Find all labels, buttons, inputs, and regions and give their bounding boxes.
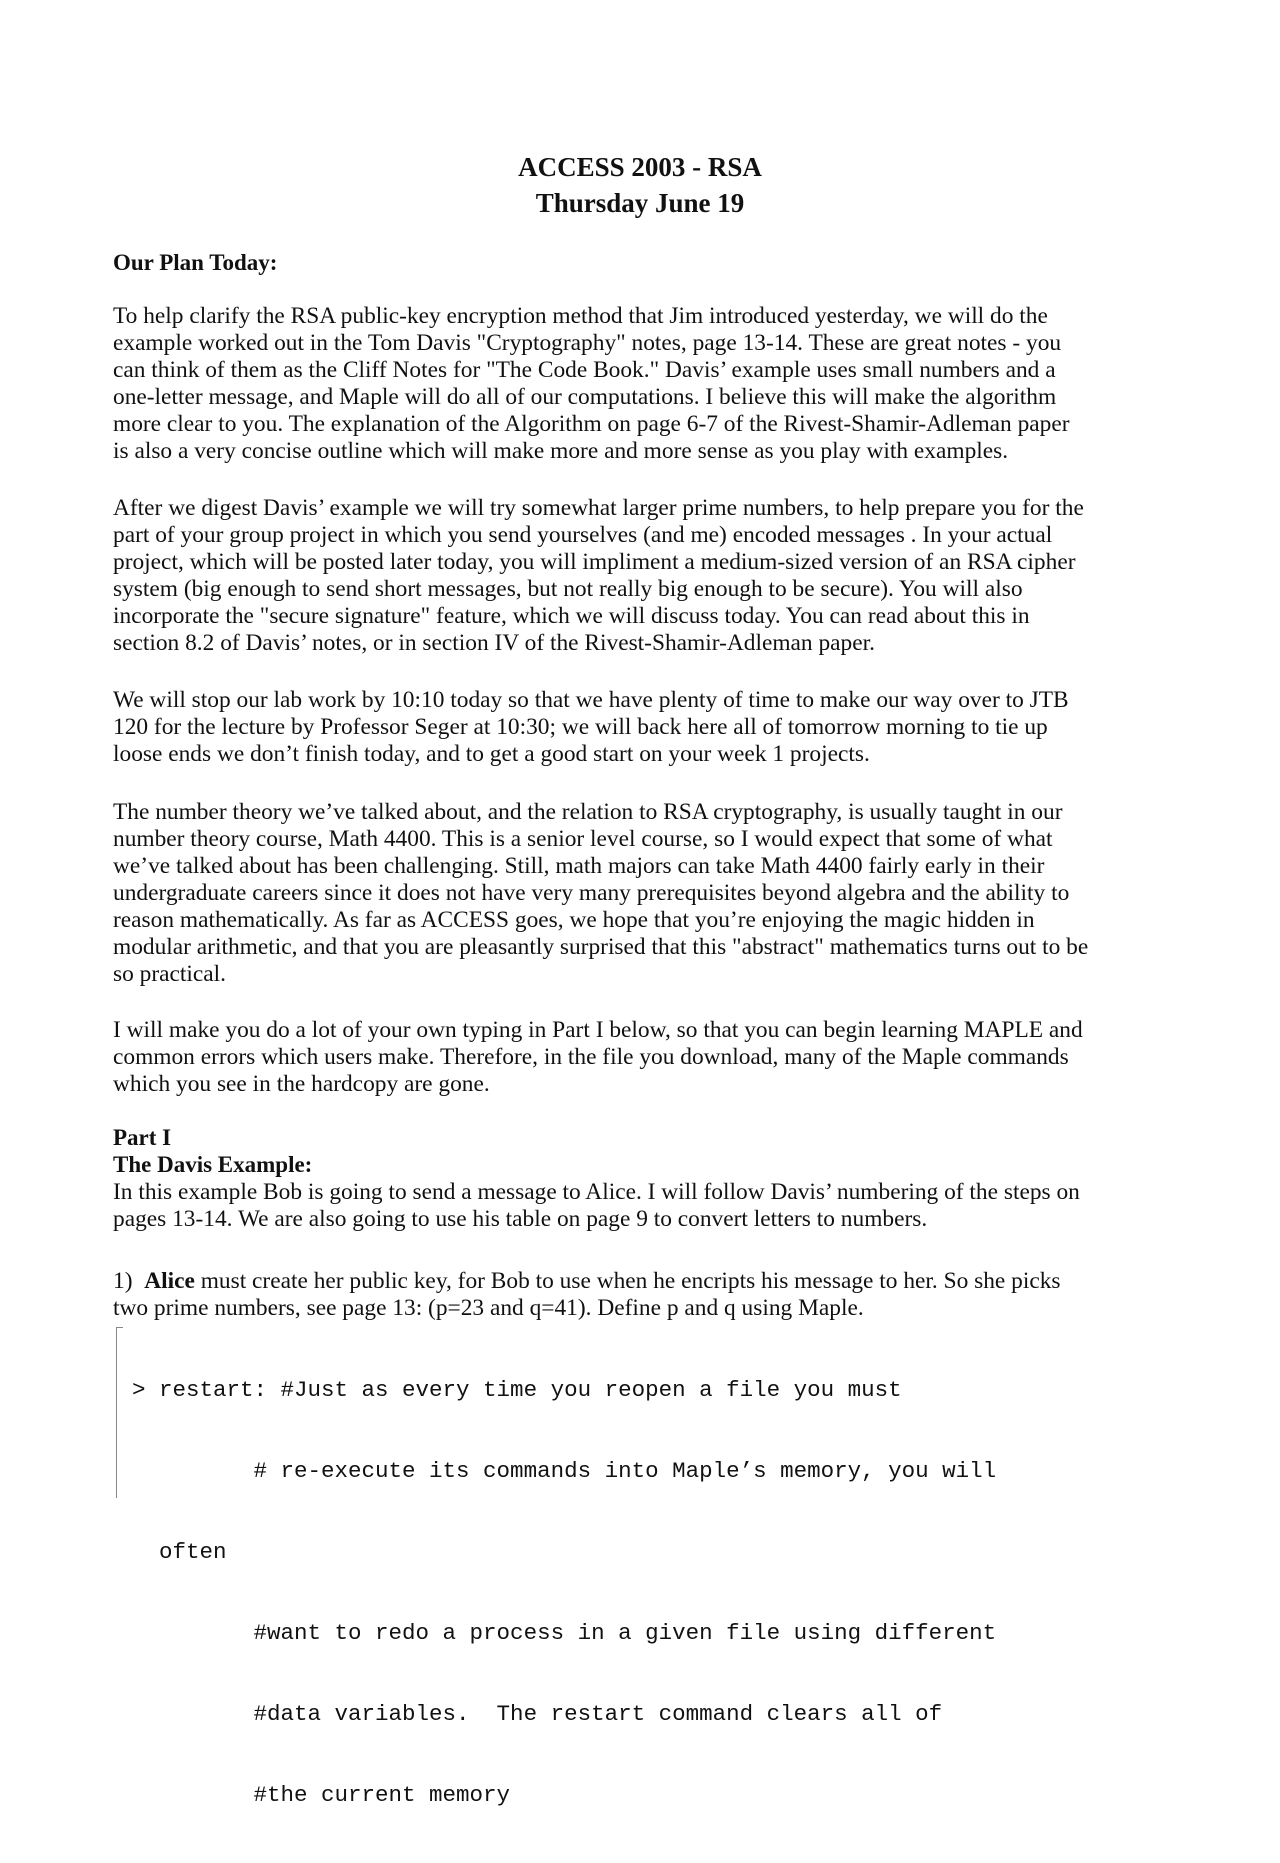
step-1-paragraph xyxy=(113,1268,1173,1322)
document-title: ACCESS 2003 - RSA xyxy=(518,152,762,182)
step-1-number: 1) xyxy=(113,1268,133,1294)
maple-code-block[interactable]: > restart: #Just as every time you reopen a file you must # re-execute its commands into Maple’s memory, you will often #want to redo a process in a given file using different #data variables. The restart command clears all of #the current memory xyxy=(132,1377,997,1808)
document-date: Thursday June 19 xyxy=(535,188,745,218)
step-1-name: Alice xyxy=(144,1268,195,1294)
paragraph-davis-intro: In this example Bob is going to send a message to Alice. I will follow Davis’ numbering of the steps on pages 13-14. We are also going to use his table on page 9 to convert letters to numbers. xyxy=(113,1179,1080,1232)
paragraph-clarify-rsa: To help clarify the RSA public-key encryption method that Jim introduced yesterday, we will do the example worked out in the Tom Davis "Cryptography" notes, page 13-14. These are great notes - you can think of them as the Cliff Notes for "The Code Book." Davis’ example uses small numbers and a one-letter message, and Maple will do all of our computations. I believe this will make the algorithm more clear to you. The explanation of the Algorithm on page 6-7 of the Rivest-Shamir-Adleman paper is also a very concise outline which will make more and more sense as you play with examples. xyxy=(113,303,1070,464)
maple-execution-group-bracket xyxy=(116,1327,123,1498)
part-heading: Part I xyxy=(113,1125,172,1150)
step-1-line-2: two prime numbers, see page 13: (p=23 and q=41). Define p and q using Maple. xyxy=(113,1295,864,1321)
paragraph-lab-schedule: We will stop our lab work by 10:10 today so that we have plenty of time to make our way over to JTB 120 for the lecture by Professor Seger at 10:30; we will back here all of tomorrow morning to tie up loose ends we don’t finish today, and to get a good start on your week 1 projects. xyxy=(113,687,1069,767)
paragraph-number-theory: The number theory we’ve talked about, and the relation to RSA cryptography, is usually taught in our number theory course, Math 4400. This is a senior level course, so I would expect that some of what we’ve talked about has been challenging. Still, math majors can take Math 4400 fairly early in their undergraduate careers since it does not have very many prerequisites beyond algebra and the ability to reason mathematically. As far as ACCESS goes, we hope that you’re enjoying the magic hidden in modular arithmetic, and that you are pleasantly surprised that this "abstract" mathematics turns out to be so practical. xyxy=(113,799,1089,987)
paragraph-larger-primes: After we digest Davis’ example we will try somewhat larger prime numbers, to help prepare you for the part of your group project in which you send yourselves (and me) encoded messages . In your actual project, which will be posted later today, you will impliment a medium-sized version of an RSA cipher system (big enough to send short messages, but not really big enough to be secure). You will also incorporate the "secure signature" feature, which we will discuss today. You can read about this in section 8.2 of Davis’ notes, or in section IV of the Rivest-Shamir-Adleman paper. xyxy=(113,495,1084,656)
plan-heading: Our Plan Today: xyxy=(113,250,278,275)
part-subheading: The Davis Example: xyxy=(113,1152,313,1177)
step-1-line-1: 1) Alice must create her public key, for Bob to use when he encripts his message to her. So she picks xyxy=(113,1268,1061,1294)
paragraph-maple-typing: I will make you do a lot of your own typing in Part I below, so that you can begin learning MAPLE and common errors which users make. Therefore, in the file you download, many of the Maple commands which you see in the hardcopy are gone. xyxy=(113,1017,1083,1097)
